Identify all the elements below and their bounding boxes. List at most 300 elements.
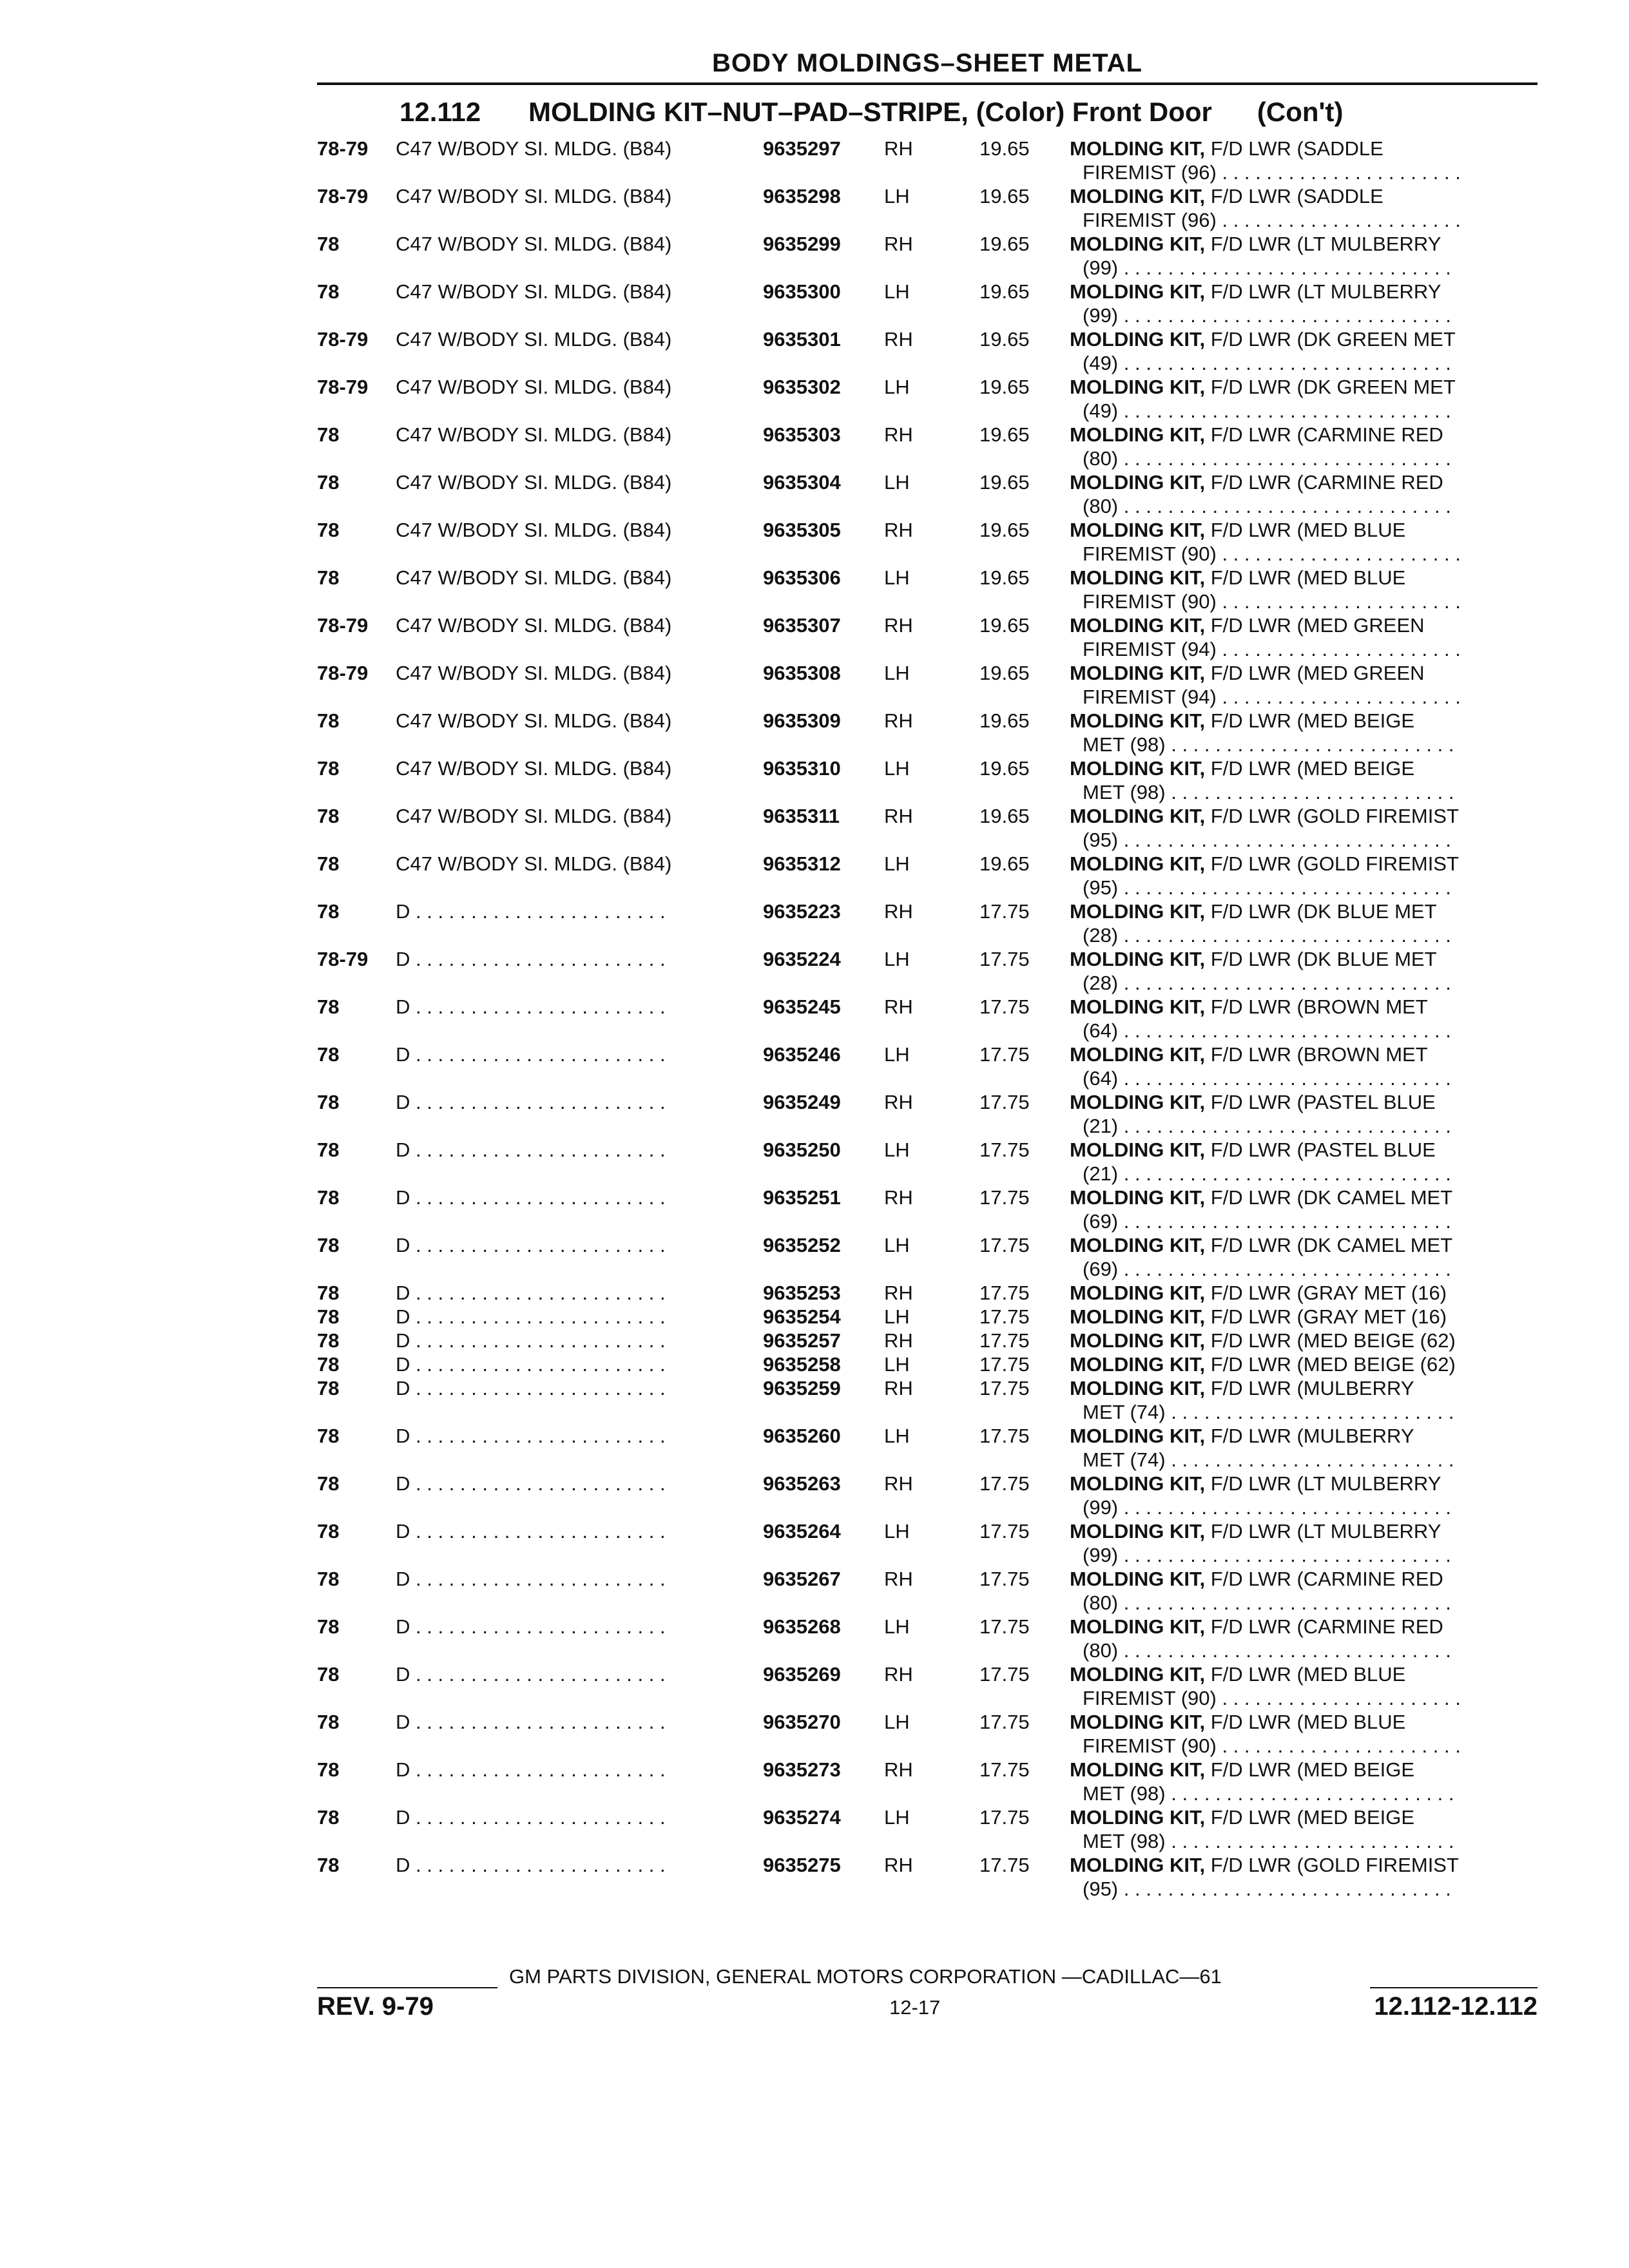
model-code: D . . . . . . . . . . . . . . . . . . . . . . . (396, 1139, 666, 1161)
table-row (317, 184, 1537, 232)
footer-rule-right (1370, 1987, 1537, 1988)
table-row (317, 661, 1537, 709)
model-year: 78 (317, 471, 340, 494)
description-label: MOLDING KIT, (1070, 995, 1206, 1018)
description (1070, 804, 1540, 828)
price: 19.65 (979, 614, 1030, 637)
model-year: 78 (317, 757, 340, 780)
description-continued: (64) . . . . . . . . . . . . . . . . . . . . . . . . . . . . . . (1083, 1067, 1451, 1090)
table-row (317, 1758, 1537, 1805)
description-text: F/D LWR (GOLD FIREMIST (1205, 1854, 1459, 1876)
description-text: F/D LWR (GOLD FIREMIST (1205, 852, 1459, 875)
side-indicator: RH (884, 1091, 913, 1113)
description (1070, 184, 1540, 208)
part-number: 9635273 (763, 1758, 841, 1781)
table-row (317, 709, 1537, 756)
description-continued: (99) . . . . . . . . . . . . . . . . . . . . . . . . . . . . . . (1083, 304, 1451, 327)
price: 17.75 (979, 1377, 1030, 1399)
side-indicator: LH (884, 280, 910, 303)
model-year: 78 (317, 1425, 340, 1447)
table-row (317, 1090, 1537, 1138)
side-indicator: RH (884, 805, 913, 827)
description-text: F/D LWR (GOLD FIREMIST (1205, 805, 1459, 827)
description-text: F/D LWR (MED BLUE (1205, 519, 1406, 541)
description-continued: MET (98) . . . . . . . . . . . . . . . . . . . . . . . . . . (1083, 733, 1454, 756)
description (1070, 1662, 1540, 1686)
model-code: D . . . . . . . . . . . . . . . . . . . . . . . (396, 1043, 666, 1066)
part-number: 9635250 (763, 1139, 841, 1161)
description-continued: (69) . . . . . . . . . . . . . . . . . . . . . . . . . . . . . . (1083, 1258, 1451, 1280)
model-year: 78 (317, 852, 340, 875)
table-row (317, 1186, 1537, 1233)
table-row (317, 1615, 1537, 1662)
price: 17.75 (979, 1425, 1030, 1447)
side-indicator: LH (884, 471, 910, 494)
side-indicator: RH (884, 137, 913, 160)
description-label: MOLDING KIT, (1070, 1282, 1206, 1304)
model-year: 78 (317, 1353, 340, 1376)
side-indicator: RH (884, 328, 913, 351)
description-continued: (99) . . . . . . . . . . . . . . . . . . . . . . . . . . . . . . (1083, 1496, 1451, 1519)
price: 17.75 (979, 1186, 1030, 1209)
description-text: F/D LWR (MED BLUE (1205, 1663, 1406, 1686)
part-number: 9635274 (763, 1806, 841, 1829)
price: 19.65 (979, 185, 1030, 207)
price: 19.65 (979, 709, 1030, 732)
description (1070, 375, 1540, 399)
side-indicator: LH (884, 1425, 910, 1447)
table-row (317, 613, 1537, 661)
price: 17.75 (979, 900, 1030, 923)
part-number: 9635309 (763, 709, 841, 732)
description-continued: MET (74) . . . . . . . . . . . . . . . . . . . . . . . . . . (1083, 1448, 1454, 1471)
table-row (317, 899, 1537, 947)
model-code: C47 W/BODY SI. MLDG. (B84) (396, 566, 672, 589)
description-text: F/D LWR (DK GREEN MET (1205, 328, 1456, 351)
model-code: D . . . . . . . . . . . . . . . . . . . . . . . (396, 1186, 666, 1209)
model-code: D . . . . . . . . . . . . . . . . . . . . . . . (396, 1520, 666, 1542)
table-row (317, 566, 1537, 613)
price: 17.75 (979, 1282, 1030, 1304)
table-row (317, 1853, 1537, 1901)
description-text: F/D LWR (PASTEL BLUE (1205, 1091, 1436, 1113)
price: 19.65 (979, 757, 1030, 780)
part-number: 9635303 (763, 423, 841, 446)
model-code: D . . . . . . . . . . . . . . . . . . . . . . . (396, 1806, 666, 1829)
part-number: 9635311 (763, 805, 840, 827)
description-label: MOLDING KIT, (1070, 1568, 1206, 1590)
table-row (317, 137, 1537, 184)
side-indicator: LH (884, 757, 910, 780)
description-continued: FIREMIST (94) . . . . . . . . . . . . . . . . . . . . . . (1083, 686, 1461, 708)
part-number: 9635264 (763, 1520, 841, 1542)
description-label: MOLDING KIT, (1070, 1186, 1206, 1209)
table-row (317, 1233, 1537, 1281)
model-year: 78 (317, 1305, 340, 1328)
side-indicator: LH (884, 1520, 910, 1542)
table-row (317, 1472, 1537, 1519)
description-continued: FIREMIST (90) . . . . . . . . . . . . . . . . . . . . . . (1083, 590, 1461, 613)
header-rule (317, 82, 1537, 85)
description (1070, 613, 1540, 637)
part-number: 9635306 (763, 566, 841, 589)
price: 19.65 (979, 376, 1030, 398)
description-label: MOLDING KIT, (1070, 1234, 1206, 1256)
description-text: F/D LWR (MED BEIGE (1205, 1758, 1415, 1781)
part-number: 9635251 (763, 1186, 841, 1209)
page-number: 12-17 (889, 1996, 941, 2019)
model-code: D . . . . . . . . . . . . . . . . . . . . . . . (396, 1091, 666, 1113)
table-row (317, 1424, 1537, 1472)
description-continued: FIREMIST (90) . . . . . . . . . . . . . . . . . . . . . . (1083, 543, 1461, 565)
description-label: MOLDING KIT, (1070, 852, 1206, 875)
model-code: C47 W/BODY SI. MLDG. (B84) (396, 471, 672, 494)
price: 17.75 (979, 1568, 1030, 1590)
description-text: F/D LWR (MED GREEN (1205, 614, 1425, 637)
part-number: 9635253 (763, 1282, 841, 1304)
table-row (317, 1519, 1537, 1567)
side-indicator: RH (884, 900, 913, 923)
description (1070, 1853, 1540, 1877)
section-title: MOLDING KIT–NUT–PAD–STRIPE, (Color) Front Door (528, 97, 1212, 127)
model-code: C47 W/BODY SI. MLDG. (B84) (396, 376, 672, 398)
table-row (317, 1376, 1537, 1424)
description-text: F/D LWR (BROWN MET (1205, 1043, 1428, 1066)
description-text: F/D LWR (CARMINE RED (1205, 471, 1443, 494)
description-continued: FIREMIST (90) . . . . . . . . . . . . . . . . . . . . . . (1083, 1687, 1461, 1709)
description-label: MOLDING KIT, (1070, 1043, 1206, 1066)
model-year: 78-79 (317, 137, 369, 160)
side-indicator: LH (884, 1711, 910, 1733)
description (1070, 1615, 1540, 1639)
description-continued: (95) . . . . . . . . . . . . . . . . . . . . . . . . . . . . . . (1083, 1878, 1451, 1900)
model-year: 78 (317, 805, 340, 827)
description-continued: (69) . . . . . . . . . . . . . . . . . . . . . . . . . . . . . . (1083, 1210, 1451, 1233)
description-label: MOLDING KIT, (1070, 376, 1206, 398)
description (1070, 661, 1540, 685)
part-number: 9635254 (763, 1305, 841, 1328)
description-text: F/D LWR (PASTEL BLUE (1205, 1139, 1436, 1161)
side-indicator: RH (884, 1663, 913, 1686)
part-number: 9635304 (763, 471, 841, 494)
model-year: 78-79 (317, 614, 369, 637)
part-number: 9635301 (763, 328, 841, 351)
model-year: 78-79 (317, 948, 369, 970)
table-row (317, 1662, 1537, 1710)
revision-label: REV. 9-79 (317, 1992, 434, 2021)
model-code: C47 W/BODY SI. MLDG. (B84) (396, 185, 672, 207)
model-year: 78 (317, 1472, 340, 1495)
side-indicator: LH (884, 376, 910, 398)
model-year: 78-79 (317, 662, 369, 684)
side-indicator: LH (884, 1305, 910, 1328)
price: 19.65 (979, 233, 1030, 255)
description-text: F/D LWR (DK GREEN MET (1205, 376, 1456, 398)
section-heading (400, 97, 1343, 128)
section-number: 12.112 (400, 97, 481, 127)
description-continued: MET (74) . . . . . . . . . . . . . . . . . . . . . . . . . . (1083, 1401, 1454, 1423)
description-text: F/D LWR (MED BEIGE (1205, 709, 1415, 732)
model-year: 78 (317, 233, 340, 255)
table-row (317, 375, 1537, 423)
description-continued: (28) . . . . . . . . . . . . . . . . . . . . . . . . . . . . . . (1083, 924, 1451, 947)
model-code: C47 W/BODY SI. MLDG. (B84) (396, 423, 672, 446)
model-year: 78 (317, 1139, 340, 1161)
price: 17.75 (979, 1305, 1030, 1328)
description-text: F/D LWR (DK CAMEL MET (1205, 1234, 1453, 1256)
model-year: 78 (317, 1186, 340, 1209)
part-number: 9635305 (763, 519, 841, 541)
price: 19.65 (979, 471, 1030, 494)
description-label: MOLDING KIT, (1070, 805, 1206, 827)
description (1070, 1352, 1540, 1376)
description-text: F/D LWR (MED BEIGE (62) (1205, 1329, 1456, 1352)
description-continued: (49) . . . . . . . . . . . . . . . . . . . . . . . . . . . . . . (1083, 399, 1451, 422)
model-code: C47 W/BODY SI. MLDG. (B84) (396, 662, 672, 684)
model-year: 78 (317, 1043, 340, 1066)
side-indicator: LH (884, 662, 910, 684)
price: 19.65 (979, 423, 1030, 446)
side-indicator: RH (884, 1854, 913, 1876)
description-label: MOLDING KIT, (1070, 1758, 1206, 1781)
part-number: 9635307 (763, 614, 841, 637)
description-text: F/D LWR (CARMINE RED (1205, 1568, 1443, 1590)
description-text: F/D LWR (SADDLE (1205, 185, 1383, 207)
price: 17.75 (979, 1234, 1030, 1256)
description-continued: FIREMIST (96) . . . . . . . . . . . . . . . . . . . . . . (1083, 161, 1461, 184)
description-continued: (80) . . . . . . . . . . . . . . . . . . . . . . . . . . . . . . (1083, 1639, 1451, 1662)
model-code: C47 W/BODY SI. MLDG. (B84) (396, 614, 672, 637)
part-number: 9635246 (763, 1043, 841, 1066)
model-code: D . . . . . . . . . . . . . . . . . . . . . . . (396, 1353, 666, 1376)
model-year: 78 (317, 566, 340, 589)
model-code: D . . . . . . . . . . . . . . . . . . . . . . . (396, 1568, 666, 1590)
price: 17.75 (979, 1806, 1030, 1829)
model-year: 78 (317, 1329, 340, 1352)
price: 19.65 (979, 519, 1030, 541)
description-label: MOLDING KIT, (1070, 757, 1206, 780)
model-code: C47 W/BODY SI. MLDG. (B84) (396, 852, 672, 875)
model-year: 78 (317, 1854, 340, 1876)
description-continued: (21) . . . . . . . . . . . . . . . . . . . . . . . . . . . . . . (1083, 1115, 1451, 1137)
side-indicator: RH (884, 233, 913, 255)
description-label: MOLDING KIT, (1070, 1615, 1206, 1638)
description-label: MOLDING KIT, (1070, 662, 1206, 684)
table-row (317, 470, 1537, 518)
description (1070, 1090, 1540, 1114)
model-year: 78-79 (317, 376, 369, 398)
model-code: D . . . . . . . . . . . . . . . . . . . . . . . (396, 1663, 666, 1686)
side-indicator: RH (884, 1568, 913, 1590)
part-number: 9635312 (763, 852, 841, 875)
description-text: F/D LWR (MED BEIGE (1205, 1806, 1415, 1829)
table-row (317, 995, 1537, 1043)
model-year: 78-79 (317, 328, 369, 351)
model-year: 78 (317, 519, 340, 541)
description-continued: (21) . . . . . . . . . . . . . . . . . . . . . . . . . . . . . . (1083, 1162, 1451, 1185)
table-row (317, 852, 1537, 899)
description-label: MOLDING KIT, (1070, 1425, 1206, 1447)
description-label: MOLDING KIT, (1070, 328, 1206, 351)
description (1070, 1758, 1540, 1782)
model-year: 78-79 (317, 185, 369, 207)
model-code: C47 W/BODY SI. MLDG. (B84) (396, 757, 672, 780)
side-indicator: RH (884, 709, 913, 732)
table-row (317, 1281, 1537, 1305)
part-number: 9635300 (763, 280, 841, 303)
table-row (317, 1305, 1537, 1329)
model-year: 78 (317, 1091, 340, 1113)
description-continued: (80) . . . . . . . . . . . . . . . . . . . . . . . . . . . . . . (1083, 1591, 1451, 1614)
description-label: MOLDING KIT, (1070, 1139, 1206, 1161)
model-year: 78 (317, 1377, 340, 1399)
model-code: D . . . . . . . . . . . . . . . . . . . . . . . (396, 1472, 666, 1495)
part-number: 9635267 (763, 1568, 841, 1590)
part-number: 9635245 (763, 995, 841, 1018)
parts-list (317, 137, 1537, 1901)
part-number: 9635257 (763, 1329, 841, 1352)
description (1070, 1567, 1540, 1591)
description (1070, 423, 1540, 447)
model-year: 78 (317, 900, 340, 923)
side-indicator: LH (884, 1806, 910, 1829)
description (1070, 1424, 1540, 1448)
price: 17.75 (979, 1520, 1030, 1542)
description (1070, 1376, 1540, 1400)
description-label: MOLDING KIT, (1070, 709, 1206, 732)
description (1070, 1519, 1540, 1543)
description-label: MOLDING KIT, (1070, 1472, 1206, 1495)
description-continued: (95) . . . . . . . . . . . . . . . . . . . . . . . . . . . . . . (1083, 829, 1451, 851)
page-header: BODY MOLDINGS–SHEET METAL (711, 49, 1142, 77)
description-text: F/D LWR (GRAY MET (16) (1205, 1305, 1447, 1328)
description (1070, 1305, 1540, 1329)
model-code: D . . . . . . . . . . . . . . . . . . . . . . . (396, 1711, 666, 1733)
model-year: 78 (317, 995, 340, 1018)
price: 19.65 (979, 805, 1030, 827)
model-code: C47 W/BODY SI. MLDG. (B84) (396, 233, 672, 255)
part-number: 9635258 (763, 1353, 841, 1376)
model-code: C47 W/BODY SI. MLDG. (B84) (396, 709, 672, 732)
table-row (317, 1567, 1537, 1615)
part-number: 9635249 (763, 1091, 841, 1113)
table-row (317, 232, 1537, 280)
part-number: 9635223 (763, 900, 841, 923)
part-number: 9635270 (763, 1711, 841, 1733)
side-indicator: RH (884, 423, 913, 446)
description-label: MOLDING KIT, (1070, 1305, 1206, 1328)
description-continued: (95) . . . . . . . . . . . . . . . . . . . . . . . . . . . . . . (1083, 876, 1451, 899)
description (1070, 1233, 1540, 1257)
part-number: 9635224 (763, 948, 841, 970)
description (1070, 709, 1540, 733)
price: 17.75 (979, 1353, 1030, 1376)
part-number: 9635310 (763, 757, 841, 780)
price: 17.75 (979, 1758, 1030, 1781)
description (1070, 899, 1540, 923)
description-continued: MET (98) . . . . . . . . . . . . . . . . . . . . . . . . . . (1083, 1830, 1454, 1852)
table-row (317, 423, 1537, 470)
model-code: D . . . . . . . . . . . . . . . . . . . . . . . (396, 1377, 666, 1399)
description-continued: (99) . . . . . . . . . . . . . . . . . . . . . . . . . . . . . . (1083, 1544, 1451, 1566)
table-row (317, 1805, 1537, 1853)
description-label: MOLDING KIT, (1070, 519, 1206, 541)
description (1070, 518, 1540, 542)
side-indicator: LH (884, 1043, 910, 1066)
description-label: MOLDING KIT, (1070, 1663, 1206, 1686)
description-continued: FIREMIST (96) . . . . . . . . . . . . . . . . . . . . . . (1083, 209, 1461, 231)
table-row (317, 756, 1537, 804)
table-row (317, 1329, 1537, 1352)
description-label: MOLDING KIT, (1070, 948, 1206, 970)
model-year: 78 (317, 1520, 340, 1542)
model-code: D . . . . . . . . . . . . . . . . . . . . . . . (396, 900, 666, 923)
model-year: 78 (317, 709, 340, 732)
description (1070, 1710, 1540, 1734)
description-text: F/D LWR (MED BEIGE (62) (1205, 1353, 1456, 1376)
model-code: D . . . . . . . . . . . . . . . . . . . . . . . (396, 1425, 666, 1447)
description-text: F/D LWR (DK BLUE MET (1205, 900, 1437, 923)
section-range: 12.112-12.112 (1374, 1992, 1537, 2021)
description-text: F/D LWR (SADDLE (1205, 137, 1383, 160)
description-label: MOLDING KIT, (1070, 185, 1206, 207)
table-row (317, 518, 1537, 566)
description-label: MOLDING KIT, (1070, 233, 1206, 255)
description-continued: (64) . . . . . . . . . . . . . . . . . . . . . . . . . . . . . . (1083, 1019, 1451, 1042)
table-row (317, 1043, 1537, 1090)
model-year: 78 (317, 423, 340, 446)
description (1070, 1186, 1540, 1209)
part-number: 9635299 (763, 233, 841, 255)
table-row (317, 1138, 1537, 1186)
description (1070, 1805, 1540, 1829)
description-continued: FIREMIST (94) . . . . . . . . . . . . . . . . . . . . . . (1083, 638, 1461, 660)
price: 17.75 (979, 1091, 1030, 1113)
description-text: F/D LWR (MED BLUE (1205, 1711, 1406, 1733)
description-continued: FIREMIST (90) . . . . . . . . . . . . . . . . . . . . . . (1083, 1735, 1461, 1757)
description-text: F/D LWR (MED GREEN (1205, 662, 1425, 684)
description (1070, 1329, 1540, 1352)
side-indicator: RH (884, 1472, 913, 1495)
description-continued: (80) . . . . . . . . . . . . . . . . . . . . . . . . . . . . . . (1083, 447, 1451, 470)
price: 19.65 (979, 328, 1030, 351)
price: 17.75 (979, 1615, 1030, 1638)
price: 19.65 (979, 566, 1030, 589)
part-number: 9635252 (763, 1234, 841, 1256)
model-code: D . . . . . . . . . . . . . . . . . . . . . . . (396, 948, 666, 970)
description-text: F/D LWR (CARMINE RED (1205, 423, 1443, 446)
side-indicator: RH (884, 614, 913, 637)
part-number: 9635269 (763, 1663, 841, 1686)
model-year: 78 (317, 1568, 340, 1590)
model-code: D . . . . . . . . . . . . . . . . . . . . . . . (396, 1234, 666, 1256)
description (1070, 1043, 1540, 1066)
model-code: D . . . . . . . . . . . . . . . . . . . . . . . (396, 1854, 666, 1876)
description (1070, 995, 1540, 1019)
model-code: C47 W/BODY SI. MLDG. (B84) (396, 328, 672, 351)
description (1070, 1281, 1540, 1305)
side-indicator: LH (884, 1353, 910, 1376)
description-label: MOLDING KIT, (1070, 566, 1206, 589)
description (1070, 852, 1540, 876)
description-text: F/D LWR (LT MULBERRY (1205, 1520, 1441, 1542)
description-text: F/D LWR (LT MULBERRY (1205, 280, 1441, 303)
price: 19.65 (979, 662, 1030, 684)
model-code: D . . . . . . . . . . . . . . . . . . . . . . . (396, 1282, 666, 1304)
description-text: F/D LWR (LT MULBERRY (1205, 233, 1441, 255)
part-number: 9635268 (763, 1615, 841, 1638)
description-continued: (49) . . . . . . . . . . . . . . . . . . . . . . . . . . . . . . (1083, 352, 1451, 374)
